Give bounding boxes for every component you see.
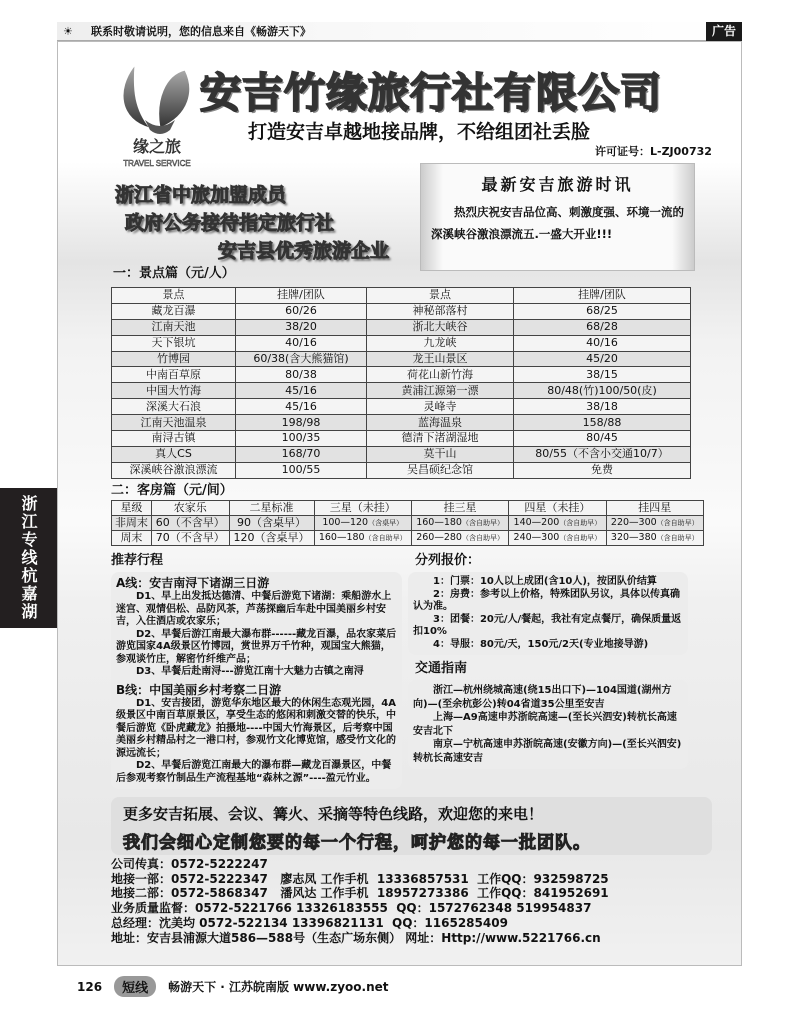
pricing-box [408, 572, 688, 655]
table-cell: 45/16 [236, 399, 367, 415]
table-row [112, 367, 691, 383]
table-cell: 68/28 [514, 319, 691, 335]
table-row [112, 399, 691, 415]
column-header: 挂牌/团队 [236, 288, 367, 304]
page-number: 126 [77, 979, 103, 994]
promo-line: 我们会细心定制您要的每一个行程，呵护您的每一批团队。 [123, 833, 591, 853]
breakfast-note: （含自助早） [656, 534, 699, 542]
table-row [112, 415, 691, 431]
table-cell: 45/20 [514, 351, 691, 367]
table-cell: 免费 [514, 462, 691, 478]
table-cell [151, 516, 229, 531]
table-cell: 100/35 [236, 431, 367, 447]
contact-line: 地接一部：0572-5222347 廖志凤 工作手机 13336857531 工作QQ：932598725 [111, 871, 609, 886]
breakfast-note: （含自助早） [461, 534, 504, 542]
table-row [112, 516, 704, 531]
table-cell [606, 531, 703, 546]
logo-text: 缘之旅 [132, 137, 182, 156]
table-cell: 40/16 [236, 335, 367, 351]
table-cell: 灵峰寺 [367, 399, 514, 415]
table-cell: 真人CS [112, 446, 236, 462]
route-b-day: D1、安吉接团，游览华东地区最大的休闲生态观光园，4A级景区中南百草原景区，享受生态的悠闲和刺激交替的快乐，中餐后游览《卧虎藏龙》拍摄地----中国大竹海景区，后考察中国美丽乡村精品村之一港口村，参观竹文化博览馆，感受竹文化的源远流长； [116, 697, 396, 759]
table-row [112, 531, 704, 546]
route-a-day: D1、早上出发抵达德清、中餐后游览下诸湖：乘船游水上迷宫、观情侣松、品防风茶，芦荡探幽后车赴中国美丽乡村安吉，入住酒店或农家乐； [116, 591, 392, 627]
pricing-heading: 分列报价： [415, 553, 481, 568]
table-row [112, 383, 691, 399]
traffic-item: 上海—A9高速申苏浙皖高速—(至长兴泗安)转杭长高速安吉北下 [413, 712, 677, 737]
table-cell: 吴昌硕纪念馆 [367, 462, 514, 478]
price: 70（不含早） [155, 531, 225, 544]
price: 140—200 [513, 517, 560, 528]
table-cell [314, 531, 411, 546]
company-name: 安吉竹缘旅行社有限公司 [200, 69, 662, 117]
route-b-title: B线：中国美丽乡村考察二日游 [116, 682, 282, 697]
itinerary-heading: 推荐行程 [111, 553, 164, 568]
table-cell: 100/55 [236, 462, 367, 478]
contact-line: 地址：安吉县浦源大道586—588号（生态广场东侧） 网址：Http://www.5221766.cn [111, 930, 601, 945]
price: 220—300 [610, 517, 657, 528]
table-cell: 198/98 [236, 415, 367, 431]
column-header: 挂四星 [606, 501, 703, 516]
table-cell: 60/38(含大熊猫馆) [236, 351, 367, 367]
pricing-item: 1：门票：10人以上成团(含10人)，按团队价结算 [433, 576, 657, 587]
breakfast-note: （含自助早） [559, 534, 602, 542]
table-cell: 深溪大石浪 [112, 399, 236, 415]
route-a-day: D3、早餐后赴南浔---游览江南十大魅力古镇之南浔 [136, 666, 364, 677]
rooms-heading: 二：客房篇（元/间） [111, 483, 233, 498]
page-footer [77, 976, 389, 997]
table-cell: 68/25 [514, 303, 691, 319]
contact-info [111, 857, 609, 945]
table-cell: 江南天池 [112, 319, 236, 335]
table-cell [509, 516, 606, 531]
contact-line: 地接二部：0572-5868347 潘风达 工作手机 18957273386 工作QQ：841952691 [111, 886, 609, 901]
tagline: 浙江省中旅加盟成员 [115, 184, 287, 206]
company-logo [115, 60, 200, 170]
table-row [112, 319, 691, 335]
table-cell [151, 531, 229, 546]
table-cell: 神秘部落村 [367, 303, 514, 319]
table-cell: 158/88 [514, 415, 691, 431]
column-header: 星级 [112, 501, 152, 516]
table-cell: 荷花山新竹海 [367, 367, 514, 383]
column-header: 挂牌/团队 [514, 288, 691, 304]
news-title: 最新安吉旅游时讯 [481, 175, 634, 194]
table-cell [411, 516, 508, 531]
table-cell: 38/20 [236, 319, 367, 335]
contact-line: 总经理：沈美均 0572-522134 13396821131 QQ：1165285409 [111, 915, 508, 930]
pricing-item: 3：团餐：20元/人/餐起，我社有定点餐厅，确保质量返扣10% [413, 613, 682, 637]
table-cell: 80/38 [236, 367, 367, 383]
table-cell: 中南百草原 [112, 367, 236, 383]
section-badge: 短线 [114, 976, 156, 997]
route-a-title: A线：安吉南浔下诸湖三日游 [116, 576, 270, 590]
logo-subtext: TRAVEL SERVICE [123, 159, 191, 168]
table-cell: 龙王山景区 [367, 351, 514, 367]
table-cell: 天下银坑 [112, 335, 236, 351]
page-header [57, 22, 742, 41]
table-cell: 蓝海温泉 [367, 415, 514, 431]
news-box [420, 163, 695, 271]
ad-label: 广告 [706, 22, 742, 41]
itinerary-box [111, 572, 402, 789]
tagline: 安吉县优秀旅游企业 [218, 240, 390, 262]
route-b-day: D2、早餐后游览江南最大的瀑布群—藏龙百瀑景区，中餐后参观考察竹制品生产流程基地“森林之源”----盈元竹业。 [116, 760, 392, 784]
table-cell: 45/16 [236, 383, 367, 399]
table-cell: 80/48(竹)100/50(皮) [514, 383, 691, 399]
table-cell: 40/16 [514, 335, 691, 351]
column-header: 二星标准 [229, 501, 314, 516]
price: 100—120 [322, 517, 369, 528]
table-cell: 黄浦江源第一漂 [367, 383, 514, 399]
route-a-day: D2、早餐后游江南最大瀑布群------藏龙百瀑，品农家菜后游览国家4A级景区竹博园，赏世界万千竹种，观国宝大熊猫，参观谈竹庄，解密竹纤维产品； [116, 628, 397, 665]
table-cell: 80/55（不含小交通10/7） [514, 446, 691, 462]
breakfast-note: （含自助早） [656, 519, 699, 527]
traffic-heading: 交通指南 [415, 661, 468, 676]
row-label: 周末 [112, 531, 152, 546]
tagline: 政府公务接待指定旅行社 [125, 212, 335, 234]
table-cell: 竹博园 [112, 351, 236, 367]
scenic-heading: 一：景点篇（元/人） [113, 266, 235, 281]
column-header: 农家乐 [151, 501, 229, 516]
price: 160—180 [416, 517, 462, 528]
breakfast-note: （含自助早） [461, 519, 504, 527]
table-cell: 莫干山 [367, 446, 514, 462]
table-row [112, 335, 691, 351]
table-cell [229, 531, 314, 546]
table-row [112, 351, 691, 367]
table-cell: 中国大竹海 [112, 383, 236, 399]
slogan: 打造安吉卓越地接品牌，不给组团社丢脸 [248, 121, 591, 143]
price: 260—280 [416, 532, 462, 543]
table-row [112, 431, 691, 447]
column-header: 四星（未挂） [509, 501, 606, 516]
table-header-row [112, 501, 704, 516]
table-cell [229, 516, 314, 531]
table-cell: 80/45 [514, 431, 691, 447]
table-cell [606, 516, 703, 531]
table-cell: 38/15 [514, 367, 691, 383]
room-price-table [111, 500, 704, 546]
table-cell: 南浔古镇 [112, 431, 236, 447]
table-cell: 九龙峡 [367, 335, 514, 351]
table-cell [314, 516, 411, 531]
pricing-item: 2：房费：参考以上价格，特殊团队另议，具体以传真确认为准。 [413, 588, 680, 612]
table-row [112, 446, 691, 462]
traffic-item: 浙江—杭州绕城高速(绕15出口下)—104国道(湖州方向)—(至余杭彭公)转04省道35公里至安吉 [413, 685, 672, 710]
table-cell [509, 531, 606, 546]
table-cell: 藏龙百瀑 [112, 303, 236, 319]
scenic-price-table [111, 287, 691, 479]
table-row [112, 462, 691, 478]
table-cell: 60/26 [236, 303, 367, 319]
header-notice: 联系时敬请说明，您的信息来自《畅游天下》 [91, 25, 311, 38]
itinerary-column [111, 553, 402, 789]
sun-logo-icon: ☀ [63, 25, 73, 38]
breakfast-note: （含桌早） [368, 519, 404, 527]
table-cell: 浙北大峡谷 [367, 319, 514, 335]
contact-line: 公司传真：0572-5222247 [111, 857, 268, 871]
info-column [408, 553, 688, 769]
table-cell: 38/18 [514, 399, 691, 415]
side-tab: 浙江专线杭嘉湖 [0, 488, 57, 628]
traffic-item: 南京—宁杭高速申苏浙皖高速(安徽方向)—(至长兴泗安)转杭长高速安吉 [413, 739, 682, 764]
publication-info: 畅游天下 · 江苏皖南版 www.zyoo.net [168, 980, 389, 994]
promo-line: 更多安吉拓展、会议、篝火、采摘等特色线路，欢迎您的来电！ [123, 805, 544, 823]
breakfast-note: （含自助早） [559, 519, 602, 527]
price: 120（含桌早） [233, 531, 310, 544]
license-number: 许可证号：L-ZJ00732 [595, 145, 712, 158]
price: 90（含桌早） [237, 516, 307, 529]
table-cell: 江南天池温泉 [112, 415, 236, 431]
column-header: 景点 [367, 288, 514, 304]
column-header: 景点 [112, 288, 236, 304]
promo-banner [111, 797, 712, 855]
contact-line: 业务质量监督：0572-5221766 13326183555 QQ：1572762348 519954837 [111, 901, 592, 916]
price: 160—180 [318, 532, 365, 543]
column-header: 三星（未挂） [314, 501, 411, 516]
table-cell [411, 531, 508, 546]
price: 240—300 [513, 532, 560, 543]
table-cell: 德清下渚湖湿地 [367, 431, 514, 447]
pricing-item: 4：导服：80元/天，150元/2天(专业地接导游) [433, 638, 649, 650]
traffic-box [408, 680, 688, 769]
table-header-row [112, 288, 691, 304]
table-cell: 深溪峡谷激浪漂流 [112, 462, 236, 478]
row-label: 非周末 [112, 516, 152, 531]
table-row [112, 303, 691, 319]
price: 60（不含早） [155, 516, 225, 529]
news-body: 热烈庆祝安吉品位高、刺激度强、环境一流的深溪峡谷激浪漂流五.一盛大开业!!! [431, 205, 684, 241]
table-cell: 168/70 [236, 446, 367, 462]
breakfast-note: （含自助早） [364, 534, 407, 542]
column-header: 挂三星 [411, 501, 508, 516]
price: 320—380 [610, 532, 657, 543]
